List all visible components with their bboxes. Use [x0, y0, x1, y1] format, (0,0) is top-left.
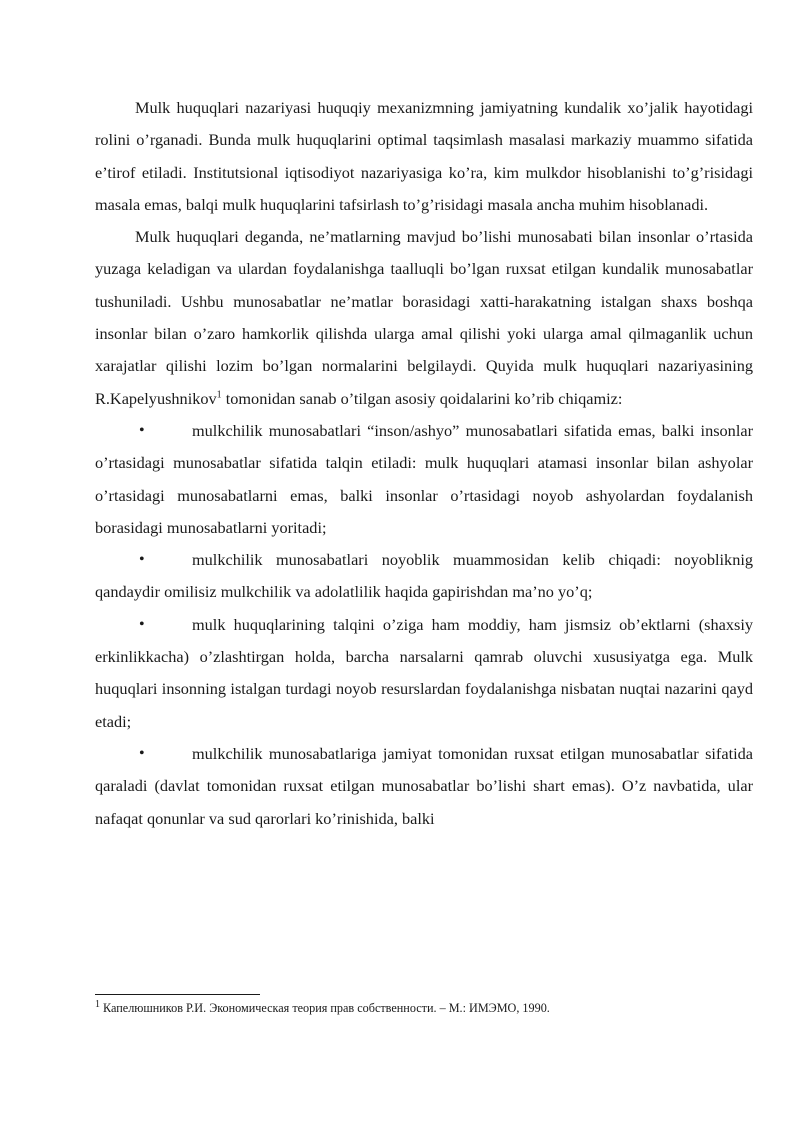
- paragraph-definition-text-end: tomonidan sanab o’tilgan asosiy qoidalarini ko’rib chiqamiz:: [221, 388, 623, 408]
- footnote-text: Капелюшников Р.И. Экономическая теория прав собственности. – М.: ИМЭМО, 1990.: [100, 1001, 550, 1015]
- list-item-text: mulkchilik munosabatlari “inson/ashyo” munosabatlari sifatida emas, balki insonlar o’rtasidagi munosabatlar sifatida talqin etiladi: mulk huquqlari atamasi insonlar bilan ashyolar o’rtasidagi munosabatlarni emas, balki insonlar o’rtasidagi noyob ashyolardan foydalanish borasidagi munosabatlarni yoritadi;: [95, 420, 753, 537]
- list-item: [95, 544, 753, 609]
- bullet-icon: •: [139, 421, 145, 439]
- paragraph-definition: [95, 221, 753, 415]
- paragraph-intro: Mulk huquqlari nazariyasi huquqiy mexanizmning jamiyatning kundalik xo’jalik hayotidagi rolini o’rganadi. Bunda mulk huquqlarini optimal taqsimlash masalasi markaziy muammo sifatida e’tirof etiladi. Institutsional iqtisodiyot nazariyasiga ko’ra, kim mulkdor hisoblanishi to’g’risidagi masala emas, balqi mulk huquqlarini tafsirlash to’g’risidagi masala ancha muhim hisoblanadi.: [95, 98, 753, 214]
- list-item-text: mulkchilik munosabatlariga jamiyat tomonidan ruxsat etilgan munosabatlar sifatida qaraladi (davlat tomonidan ruxsat etilgan munosabatlar bo’lishi shart emas). O’z navbatida, ular nafaqat qonunlar va sud qarorlari ko’rinishida, balki: [95, 743, 753, 828]
- footnote-reference[interactable]: 1: [216, 389, 222, 401]
- footnote-number: 1: [95, 998, 100, 1010]
- list-item-text: mulk huquqlarining talqini o’ziga ham moddiy, ham jismsiz ob’ektlarni (shaxsiy erkinlikkacha) o’zlashtirgan holda, barcha narsalarni qamrab oluvchi xususiyatga ega. Mulk huquqlari insonning istalgan turdagi noyob resurslardan foydalanishga nisbatan nuqtai nazarini qayd etadi;: [95, 614, 753, 731]
- paragraph-definition-text: Mulk huquqlari deganda, ne’matlarning mavjud bo’lishi munosabati bilan insonlar o’rtasida yuzaga keladigan va ulardan foydalanishga taalluqli bo’lgan ruxsat etilgan kundalik munosabatlar tushuniladi. Ushbu munosabatlar ne’matlar borasidagi xatti-harakatning istalgan shaxs boshqa insonlar bilan o’zaro hamkorlik qilishda ularga amal qilishi yoki ularga amal qilmaganlik uchun xarajatlar qilishi lozim bo’lgan normalarini belgilaydi. Quyida mulk huquqlari nazariyasining R.Kapelyushnikov: [95, 227, 753, 408]
- list-item-text: mulkchilik munosabatlari noyoblik muammosidan kelib chiqadi: noyobliknig qandaydir omilisiz mulkchilik va adolatlilik haqida gapirishdan ma’no yo’q;: [95, 550, 753, 602]
- bullet-icon: •: [139, 615, 145, 633]
- bullet-icon: •: [139, 551, 145, 569]
- list-item: [95, 415, 753, 544]
- footnote: [95, 999, 753, 1017]
- bullet-icon: •: [139, 744, 145, 762]
- document-body: [95, 92, 753, 835]
- list-item: [95, 738, 753, 835]
- footnote-divider: [95, 994, 260, 995]
- list-item: [95, 609, 753, 738]
